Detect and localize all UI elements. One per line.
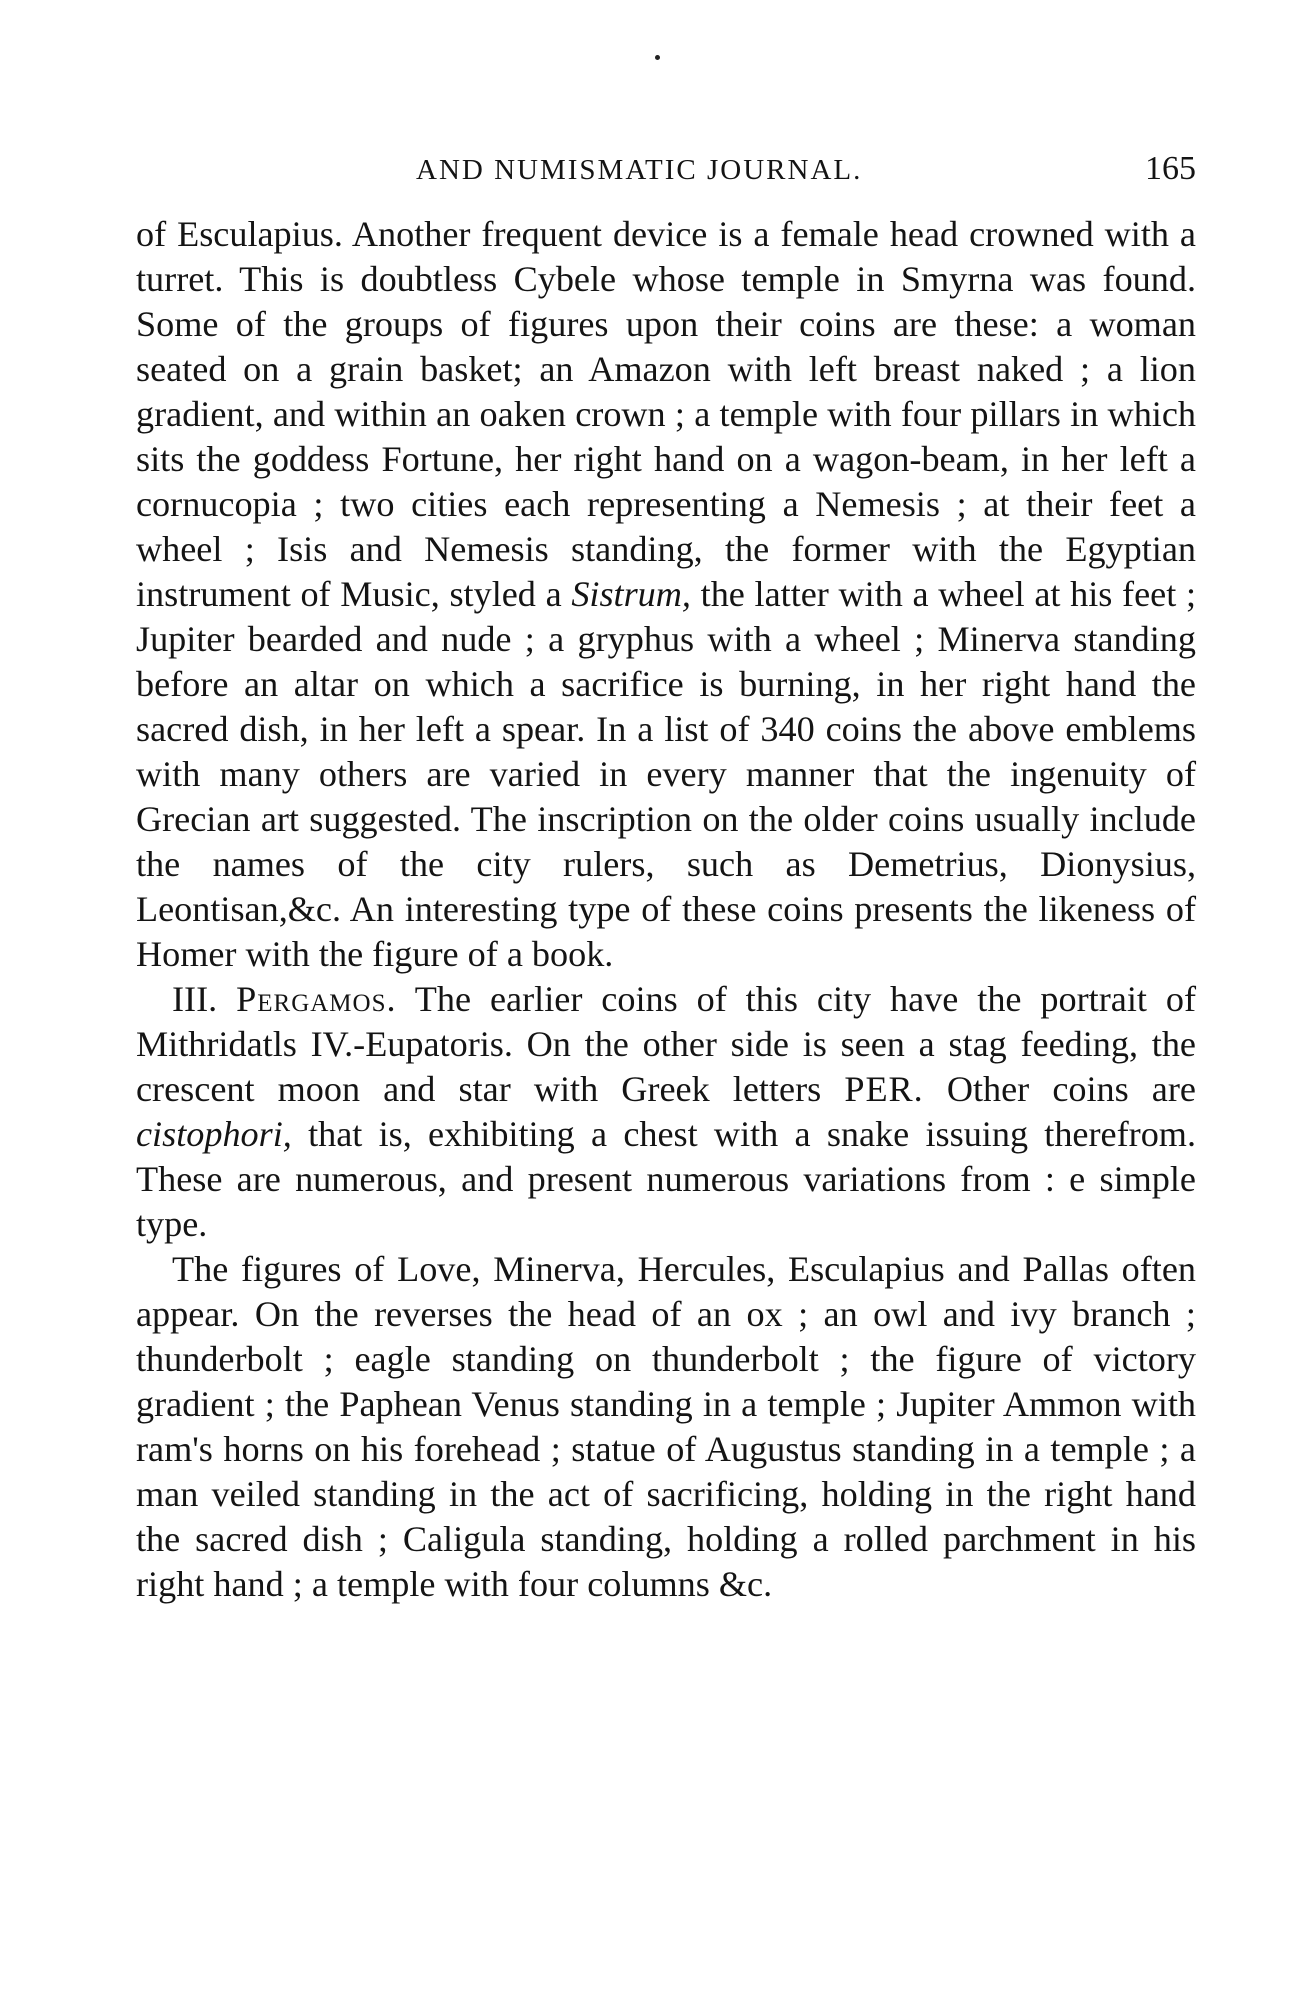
paragraph-esculapius [136,212,1196,977]
page-number: 165 [1145,150,1196,187]
page-body [136,212,1196,1607]
greek-letters: PER. [844,1069,924,1109]
italic-term-sistrum: Sistrum, [571,574,691,614]
paragraph-text: The figures of Love, Minerva, Hercules, Esculapius and Pallas often appear. On the reverses the head of an ox ; an owl and ivy branch ; thunderbolt ; eagle standing on thunderbolt ; the figure of victory gradient ; the Paphean Venus standing in a temple ; Jupiter Ammon with ram's horns on his forehead ; statue of Augustus standing in a temple ; a man veiled standing in the act of sacrificing, holding in the right hand the sacred dish ; Caligula standing, holding a rolled parchment in his right hand ; a temple with four columns &c. [136,1249,1196,1604]
page-header [136,150,1196,194]
paragraph-text: The earlier coins of this city have the portrait of Mithridatls IV.-Eupatoris. On the other side is seen a stag feeding, the crescent moon and star with Greek letters [136,979,1196,1109]
paragraph-text: of Esculapius. Another frequent device is a female head crowned with a turret. This is doubtless Cybele whose temple in Smyrna was found. Some of the groups of figures upon their coins are these: a woman seated on a grain basket; an Amazon with left breast naked ; a lion gradient, and within an oaken crown ; a temple with four pillars in which sits the goddess Fortune, her right hand on a wagon-beam, in her left a cornucopia ; two cities each representing a Nemesis ; at their feet a wheel ; Isis and Nemesis standing, the former with the Egyptian instrument of Music, styled a [136,214,1196,614]
paragraph-pergamos [136,977,1196,1247]
paragraph-text: the latter with a wheel at his feet ; Jupiter bearded and nude ; a gryphus with a wheel ; Minerva standing before an altar on which a sacrifice is burning, in her right hand the sacred dish, in her left a spear. In a list of 340 coins the above emblems with many others are varied in every manner that the ingenuity of Grecian art suggested. The inscription on the older coins usually include the names of the city rulers, such as Demetrius, Dionysius, Leontisan,&c. An interesting type of these coins presents the likeness of Homer with the figure of a book. [136,574,1196,974]
section-number: III. [172,979,237,1019]
print-speck [655,55,660,60]
paragraph-text: Other coins are [923,1069,1196,1109]
section-heading-pergamos: Pergamos. [236,979,397,1019]
running-head: AND NUMISMATIC JOURNAL. [416,154,863,186]
paragraph-figures [136,1247,1196,1607]
paragraph-text: that is, exhibiting a chest with a snake issuing therefrom. These are numerous, and present numerous variations from : e simple type. [136,1114,1196,1244]
italic-term-cistophori: cistophori, [136,1114,292,1154]
